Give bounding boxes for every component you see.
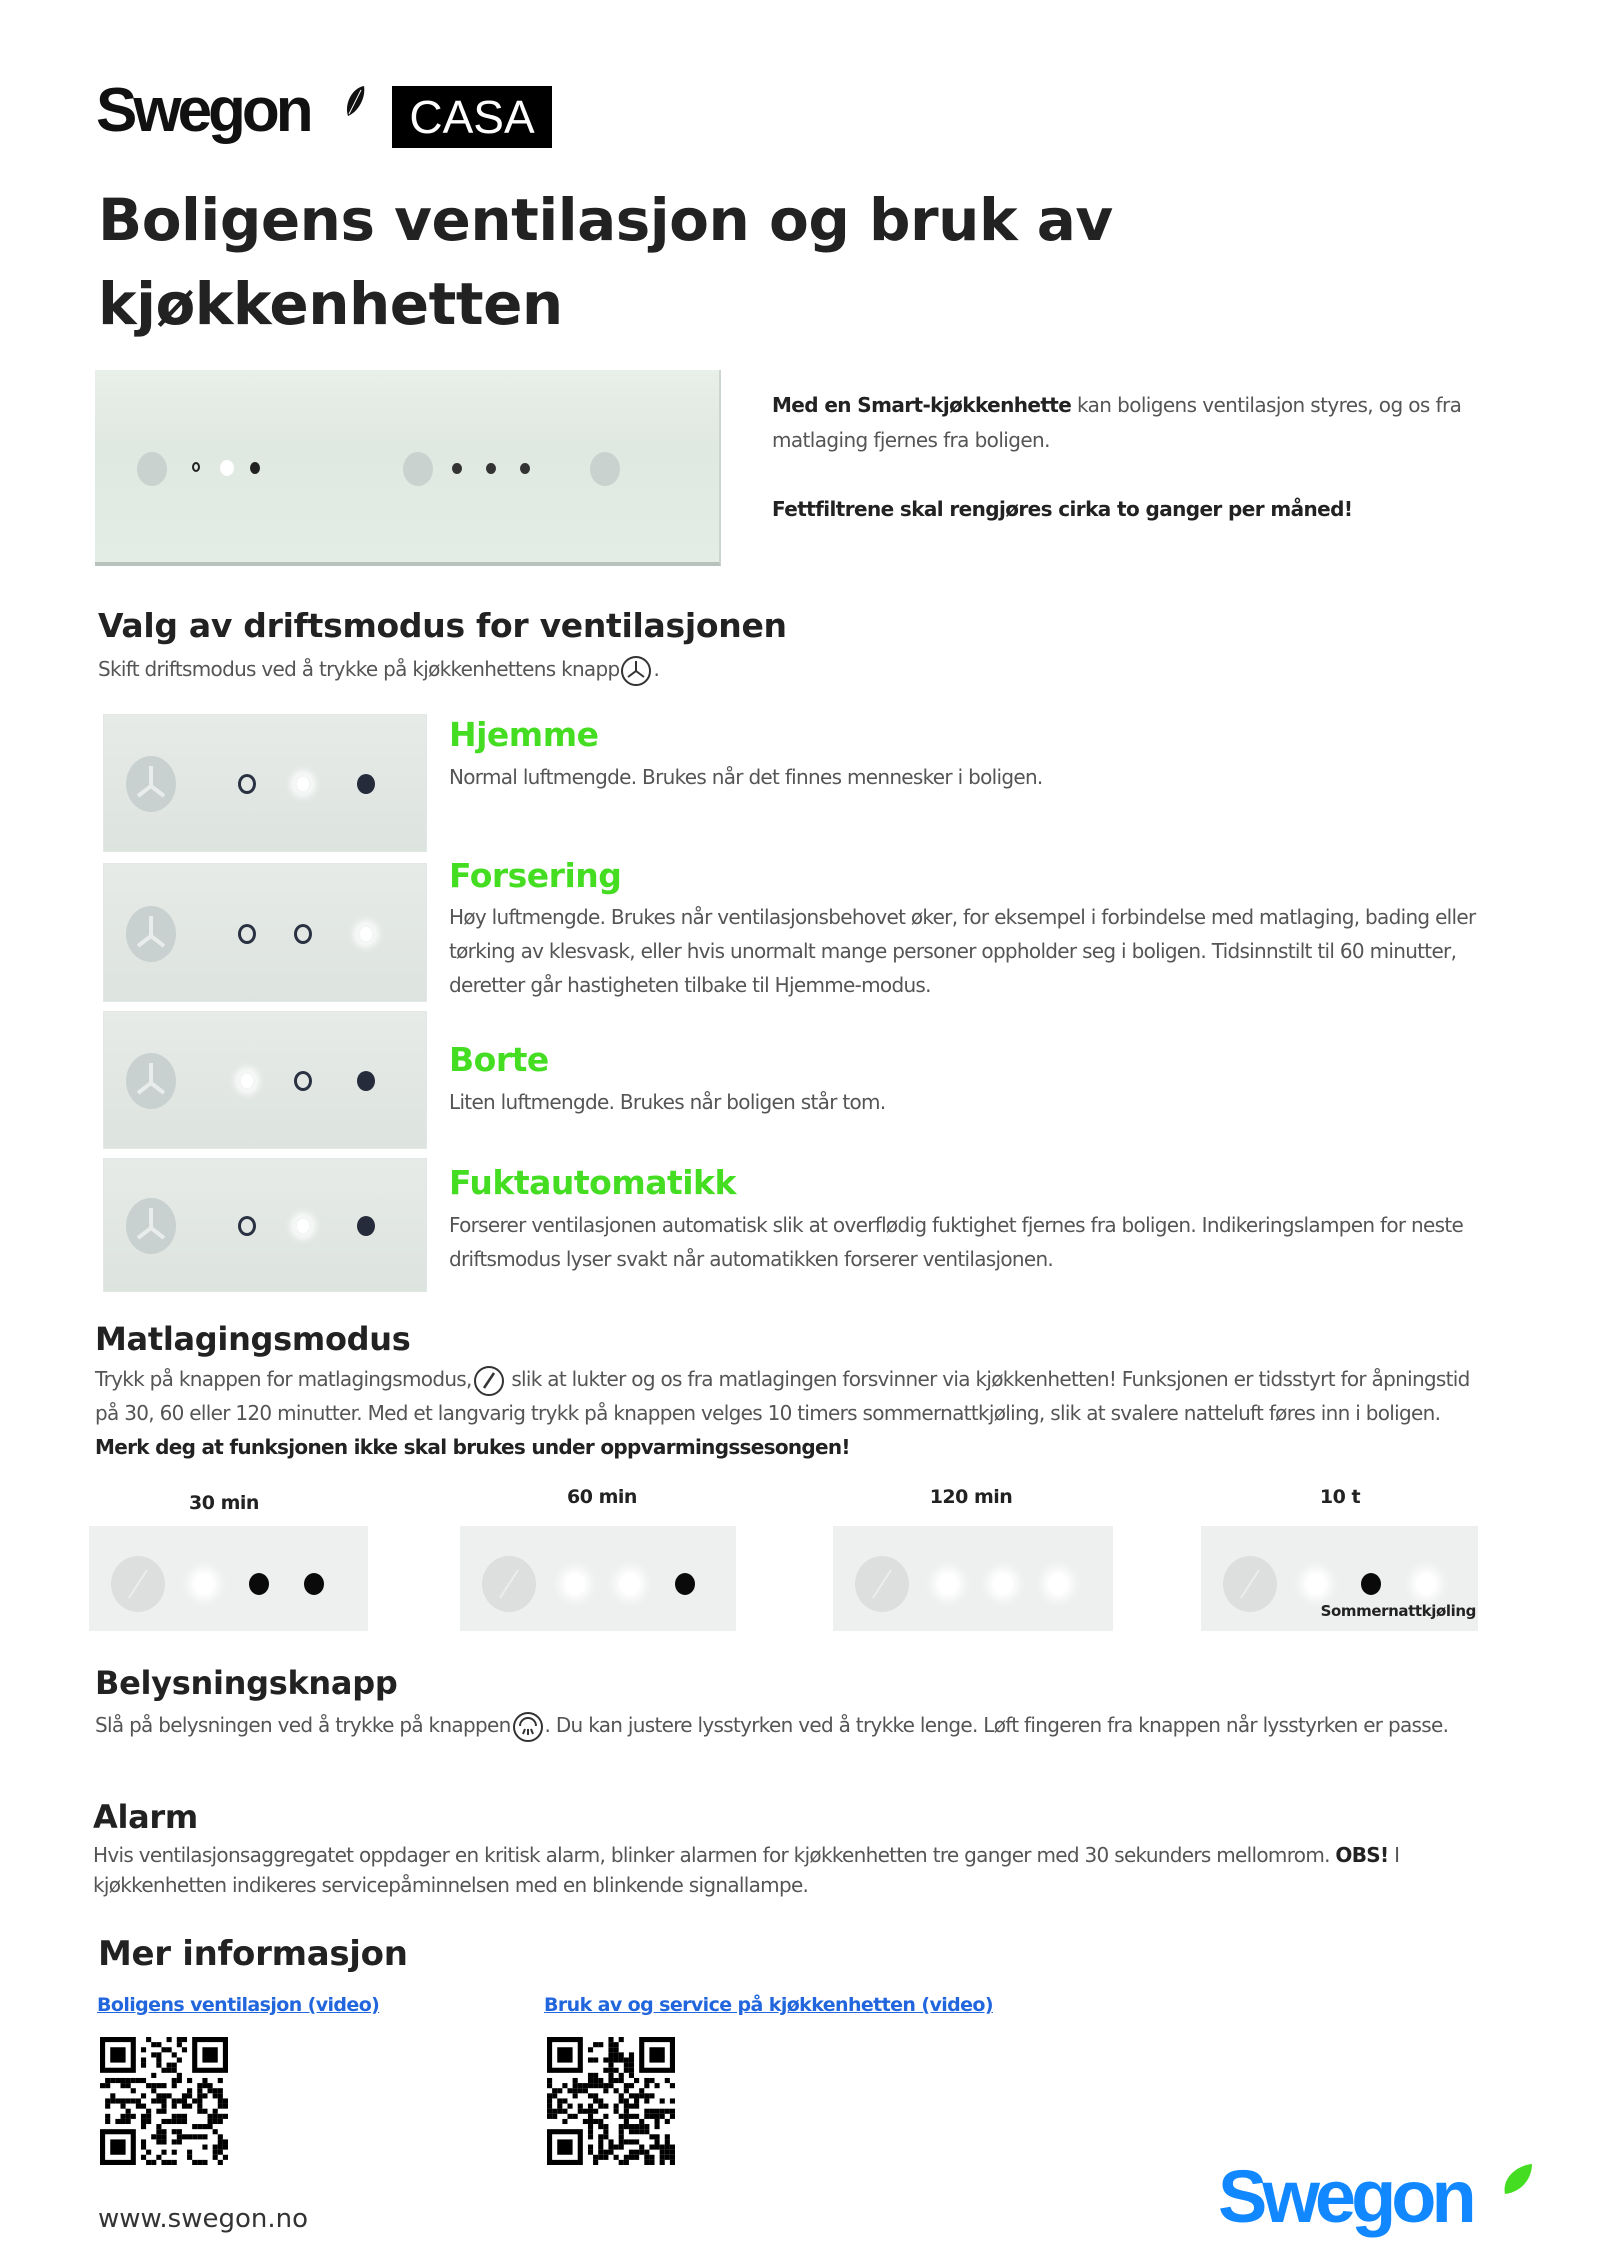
led-indicator-ring xyxy=(294,924,312,944)
more-info-heading: Mer informasjon xyxy=(98,1934,408,1974)
led-indicator-dark xyxy=(357,1071,375,1091)
mode-panel-image xyxy=(103,1011,427,1149)
video-link-hood-service[interactable]: Bruk av og service på kjøkkenhetten (video) xyxy=(544,1994,993,2016)
modes-subtitle-text: Skift driftsmodus ved å trykke på kjøkkenhettens knapp xyxy=(98,657,620,681)
led-indicator xyxy=(520,463,530,474)
led-indicator-dark xyxy=(249,1573,269,1595)
mode-description: Normal luftmengde. Brukes når det finnes mennesker i boligen. xyxy=(449,765,1043,789)
led-indicator-lit xyxy=(357,924,375,944)
led-indicator xyxy=(250,462,260,474)
led-indicator-dark xyxy=(304,1573,324,1595)
duration-label: 10 t xyxy=(1319,1486,1361,1508)
cooking-text-1: Trykk på knappen for matlagingsmodus, xyxy=(95,1367,472,1391)
cooking-button-icon xyxy=(1223,1556,1277,1612)
led-indicator-lit xyxy=(1306,1573,1326,1595)
page-title xyxy=(98,178,1298,346)
led-indicator-lit xyxy=(238,1071,256,1091)
mode-description: Høy luftmengde. Brukes når ventilasjonsbehovet øker, for eksempel i forbindelse med matlaging, bading eller tørking av klesvask, eller hvis unormalt mange personer oppholder seg i boligen. Tidsinnstilt til 60 minutter, deretter går hastigheten tilbake til Hjemme-modus. xyxy=(449,905,1476,997)
website-url[interactable]: www.swegon.no xyxy=(98,2204,309,2234)
cooking-text xyxy=(95,1362,1495,1464)
alarm-obs: OBS! xyxy=(1335,1843,1389,1867)
kitchen-hood-image xyxy=(95,370,721,566)
fan-button-icon xyxy=(137,452,167,486)
filter-warning: Fettfiltrene skal rengjøres cirka to ganger per måned! xyxy=(772,497,1353,521)
led-indicator-lit xyxy=(294,1216,312,1236)
intro-text xyxy=(772,388,1532,527)
mode-title: Borte xyxy=(449,1040,549,1079)
cooking-button-icon xyxy=(111,1556,165,1612)
led-indicator-dark xyxy=(1361,1573,1381,1595)
cooking-button-icon xyxy=(855,1556,909,1612)
led-indicator-ring xyxy=(238,1216,256,1236)
led-indicator-lit xyxy=(1416,1573,1436,1595)
led-indicator xyxy=(220,460,234,476)
lighting-heading: Belysningsknapp xyxy=(95,1664,398,1702)
title-line-1: Boligens ventilasjon og bruk av xyxy=(98,186,1113,254)
led-indicator-lit xyxy=(565,1573,585,1595)
duration-panel-image xyxy=(1201,1526,1478,1631)
mode-panel-image xyxy=(103,863,427,1002)
alarm-heading: Alarm xyxy=(93,1798,198,1836)
fan-icon xyxy=(621,656,651,686)
fan-button-icon xyxy=(126,906,176,962)
title-line-2: kjøkkenhetten xyxy=(98,270,563,338)
mode-description: Forserer ventilasjonen automatisk slik at overflødig fuktighet fjernes fra boligen. Indikeringslampen for neste driftsmodus lyser svakt når automatikken forserer ventilasjonen. xyxy=(449,1213,1464,1271)
led-indicator-dark xyxy=(357,1216,375,1236)
alarm-text xyxy=(93,1840,1473,1900)
duration-label: 60 min xyxy=(567,1486,637,1508)
swegon-logo: Swegon xyxy=(96,76,310,145)
casa-badge: CASA xyxy=(392,86,552,148)
duration-panel-image xyxy=(89,1526,368,1631)
mode-description: Liten luftmengde. Brukes når boligen står tom. xyxy=(449,1090,886,1114)
leaf-icon xyxy=(1502,2162,1534,2196)
video-link-ventilation[interactable]: Boligens ventilasjon (video) xyxy=(97,1994,380,2016)
qr-code-ventilation[interactable] xyxy=(100,2036,228,2166)
led-indicator xyxy=(486,463,496,474)
duration-label: 30 min xyxy=(189,1492,259,1514)
duration-panel-image xyxy=(833,1526,1113,1631)
cooking-button-icon xyxy=(403,452,433,486)
alarm-text-1: Hvis ventilasjonsaggregatet oppdager en kritisk alarm, blinker alarmen for kjøkkenhetten tre ganger med 30 sekunders mellomrom. xyxy=(93,1843,1336,1867)
cooking-button-icon xyxy=(482,1556,536,1612)
cooking-warning: Merk deg at funksjonen ikke skal brukes under oppvarmingssesongen! xyxy=(95,1435,850,1459)
light-icon xyxy=(513,1712,543,1742)
led-indicator-lit xyxy=(993,1573,1013,1595)
cooking-mode-icon xyxy=(474,1366,504,1396)
leaf-icon xyxy=(344,84,366,118)
mode-panel-image xyxy=(103,714,427,852)
intro-body: kan boligens ventilasjon styres, og os fra matlaging fjernes fra boligen. xyxy=(772,393,1462,452)
led-indicator-lit xyxy=(1048,1573,1068,1595)
fan-button-icon xyxy=(126,1053,176,1109)
led-indicator-lit xyxy=(194,1573,214,1595)
duration-label: 120 min xyxy=(929,1486,1013,1508)
led-indicator-ring xyxy=(238,774,256,794)
led-indicator-lit xyxy=(294,774,312,794)
led-indicator-ring xyxy=(294,1071,312,1091)
lighting-text xyxy=(95,1708,1475,1742)
led-indicator-dark xyxy=(675,1573,695,1595)
duration-panel-image xyxy=(460,1526,736,1631)
fan-button-icon xyxy=(126,1198,176,1254)
mode-title: Fuktautomatikk xyxy=(449,1163,736,1202)
light-button-icon xyxy=(590,452,620,486)
lighting-text-1: Slå på belysningen ved å trykke på knappen xyxy=(95,1713,511,1737)
modes-subtitle-end: . xyxy=(653,657,660,681)
led-indicator-dark xyxy=(357,774,375,794)
lighting-text-2: . Du kan justere lysstyrken ved å trykke lenge. Løft fingeren fra knappen når lysstyrken er passe. xyxy=(544,1713,1449,1737)
qr-code-hood-service[interactable] xyxy=(547,2036,675,2166)
fan-button-icon xyxy=(126,756,176,812)
summer-night-cooling-caption: Sommernattkjøling xyxy=(1320,1602,1476,1620)
mode-title: Forsering xyxy=(449,856,622,895)
mode-title: Hjemme xyxy=(449,715,599,754)
led-indicator-lit xyxy=(938,1573,958,1595)
led-indicator xyxy=(452,463,462,474)
led-indicator-ring xyxy=(238,924,256,944)
intro-lead: Med en Smart-kjøkkenhette xyxy=(772,393,1072,417)
cooking-text-2: slik at lukter og os fra matlagingen forsvinner via kjøkkenhetten! Funksjonen er tidsstyrt for åpningstid på 30, 60 eller 120 minutter. Med et langvarig trykk på knappen velges 10 timers sommernattkjøling, slik at svalere natteluft føres inn i boligen. xyxy=(95,1367,1470,1425)
alarm-text-2: I kjøkkenhetten indikeres servicepåminnelsen med en blinkende signallampe. xyxy=(93,1843,1400,1897)
led-indicator xyxy=(192,462,200,472)
cooking-heading: Matlagingsmodus xyxy=(95,1320,411,1358)
swegon-logo-footer: Swegon xyxy=(1218,2155,1472,2238)
mode-panel-image xyxy=(103,1158,427,1292)
modes-subtitle xyxy=(98,652,659,686)
modes-heading: Valg av driftsmodus for ventilasjonen xyxy=(98,606,787,645)
led-indicator-lit xyxy=(620,1573,640,1595)
